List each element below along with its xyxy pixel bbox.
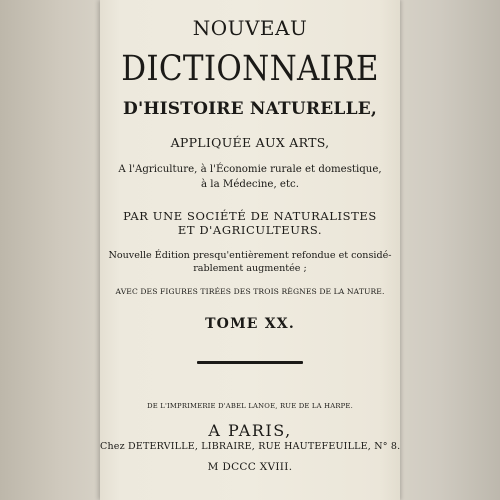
title-line-dictionnaire: DICTIONNAIRE	[121, 48, 379, 90]
decorative-rule	[197, 361, 303, 364]
volume-number: TOME XX.	[205, 316, 295, 332]
publisher-line: Chez DETERVILLE, LIBRAIRE, RUE HAUTEFEUILLE, N° 8.	[100, 441, 401, 452]
authors-line-agriculteurs: ET D'AGRICULTEURS.	[177, 223, 323, 237]
publication-date: M DCCC XVIII.	[207, 461, 293, 473]
subtitle-agriculture: A l'Agriculture, à l'Économie rurale et domestique,	[118, 164, 382, 175]
subtitle-appliquee-aux-arts: APPLIQUÉE AUX ARTS,	[170, 135, 330, 150]
title-line-histoire-naturelle: D'HISTOIRE NATURELLE,	[123, 99, 377, 119]
title-page	[100, 0, 400, 500]
printer-line: DE L'IMPRIMERIE D'ABEL LANOE, RUE DE LA HARPE.	[147, 402, 353, 410]
figures-note: AVEC DES FIGURES TIRÉES DES TROIS RÈGNES DE LA NATURE.	[115, 287, 385, 296]
place-of-publication: A PARIS,	[208, 421, 292, 440]
subtitle-medecine: à la Médecine, etc.	[201, 179, 299, 190]
edition-note-line-2: rablement augmentée ;	[193, 263, 307, 274]
title-line-nouveau: NOUVEAU	[192, 16, 308, 40]
edition-note-line-1: Nouvelle Édition presqu'entièrement refondue et considé-	[108, 250, 392, 261]
authors-line-societe: PAR UNE SOCIÉTÉ DE NATURALISTES	[123, 209, 377, 223]
